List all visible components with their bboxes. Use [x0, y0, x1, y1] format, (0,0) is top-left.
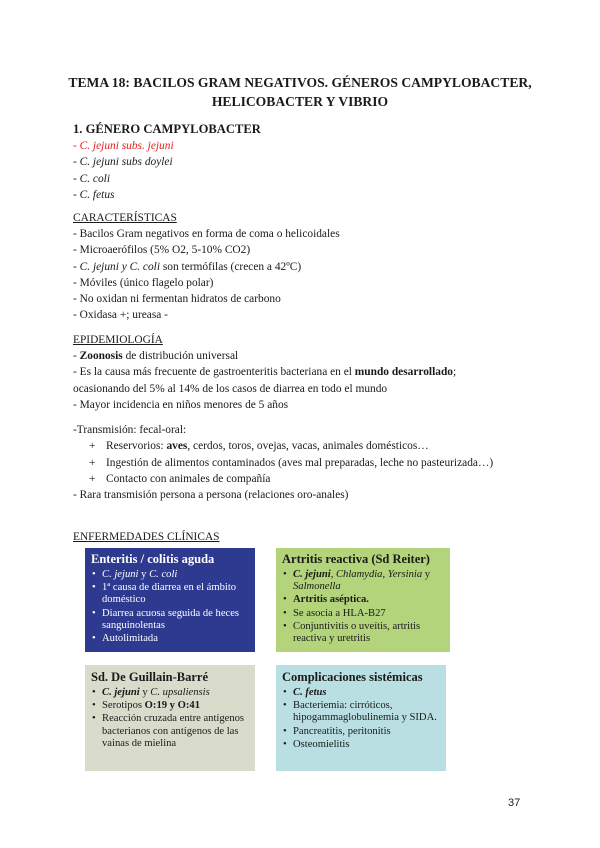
title-line-1: TEMA 18: BACILOS GRAM NEGATIVOS. GÉNEROS CAMPYLOBACTER, — [68, 75, 532, 90]
enfermedades-section — [73, 529, 535, 545]
enteritis-item: • 1ª causa de diarrea en el ámbito doméstico — [91, 582, 249, 606]
complicaciones-item: • C. fetus — [282, 687, 440, 699]
caract-item: - Móviles (único flagelo polar) — [73, 276, 214, 289]
species-item: - C. jejuni subs. jejuni — [73, 140, 174, 152]
transmision-intro: -Transmisión: fecal-oral: — [73, 424, 187, 436]
complicaciones-item: • Osteomielitis — [282, 739, 440, 751]
artritis-item: • Conjuntivitis o uveítis, artritis reactiva y uretritis — [282, 621, 444, 645]
artritis-item: • C. jejuni, Chlamydia, Yersinia y Salmonella — [282, 569, 444, 593]
enteritis-box-title: Enteritis / colitis aguda — [91, 552, 215, 566]
species-item: - C. fetus — [73, 188, 115, 201]
complicaciones-box — [276, 665, 446, 771]
epi-line: ocasionando del 5% al 14% de los casos de diarrea en todo el mundo — [73, 382, 388, 395]
transmision-bullet: + Contacto con animales de compañía — [73, 471, 535, 487]
species-item: - C. jejuni subs doylei — [73, 156, 173, 169]
caracteristicas-section — [73, 210, 535, 324]
species-item: - C. coli — [73, 172, 111, 185]
artritis-box-title: Artritis reactiva (Sd Reiter) — [282, 552, 430, 566]
artritis-item: • Artritis aséptica. — [282, 594, 444, 606]
epi-line: - Es la causa más frecuente de gastroenteritis bacteriana en el mundo desarrollado; — [73, 366, 457, 379]
artritis-item: • Se asocia a HLA-B27 — [282, 608, 444, 620]
enteritis-box — [85, 548, 255, 652]
transmision-section — [73, 422, 535, 503]
plus-bullet-icon: + — [89, 472, 96, 485]
complicaciones-box-title: Complicaciones sistémicas — [282, 670, 423, 684]
complicaciones-item: • Bacteriemia: cirróticos, hipogammaglobulinemia y SIDA. — [282, 700, 440, 724]
complicaciones-item: • Pancreatitis, peritonitis — [282, 726, 440, 738]
guillain-barre-box-title: Sd. De Guillain-Barré — [91, 670, 209, 684]
guillain-item: • Reacción cruzada entre antígenos bacterianos con antígenos de las vainas de mielina — [91, 713, 249, 750]
transmision-bullet: + Ingestión de alimentos contaminados (aves mal preparadas, leche no pasteurizada…) — [73, 455, 535, 471]
plus-bullet-icon: + — [89, 456, 96, 469]
guillain-barre-box — [85, 665, 255, 771]
epi-line: - Mayor incidencia en niños menores de 5 años — [73, 398, 289, 411]
artritis-box — [276, 548, 450, 652]
guillain-item: • Serotipos O:19 y O:41 — [91, 700, 249, 712]
plus-bullet-icon: + — [89, 440, 96, 453]
caracteristicas-heading: CARACTERÍSTICAS — [73, 212, 177, 224]
caract-item: - No oxidan ni fermentan hidratos de carbono — [73, 293, 281, 306]
genero-heading: 1. GÉNERO CAMPYLOBACTER — [73, 122, 261, 136]
caract-item: - Microaerófilos (5% O2, 5-10% CO2) — [73, 244, 251, 257]
caract-item: - Oxidasa +; ureasa - — [73, 309, 168, 322]
document-title — [60, 73, 540, 111]
title-line-2: HELICOBACTER Y VIBRIO — [211, 94, 389, 109]
page-number: 37 — [508, 797, 521, 809]
enteritis-item: • C. jejuni y C. coli — [91, 569, 249, 581]
epi-line: - Zoonosis de distribución universal — [73, 350, 239, 362]
genero-section — [73, 121, 535, 203]
transmision-rara: - Rara transmisión persona a persona (relaciones oro-anales) — [73, 489, 349, 502]
transmision-bullet: + Reservorios: aves, cerdos, toros, ovejas, vacas, animales domésticos… — [73, 438, 535, 454]
enfermedades-heading: ENFERMEDADES CLÍNICAS — [73, 531, 220, 543]
epidemiologia-section — [73, 332, 535, 413]
enteritis-item: • Autolimitada — [91, 633, 249, 645]
caract-item: - Bacilos Gram negativos en forma de coma o helicoidales — [73, 228, 340, 240]
caract-item: - C. jejuni y C. coli son termófilas (crecen a 42ºC) — [73, 260, 302, 273]
guillain-item: • C. jejuni y C. upsaliensis — [91, 687, 249, 699]
enteritis-item: • Diarrea acuosa seguida de heces sanguinolentas — [91, 608, 249, 632]
epidemiologia-heading: EPIDEMIOLOGÍA — [73, 334, 163, 346]
